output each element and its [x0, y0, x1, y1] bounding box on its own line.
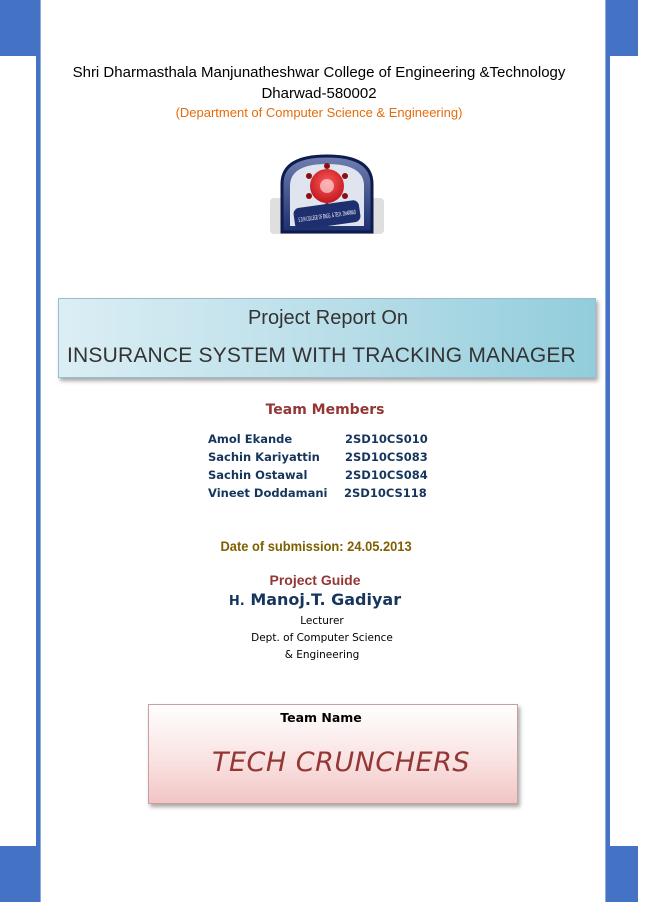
- guide-prefix: H.: [228, 594, 245, 609]
- guide-heading: Project Guide: [269, 572, 361, 588]
- guide-name: [0, 590, 630, 609]
- college-name: Shri Dharmasthala Manjunatheshwar College of Engineering &Technology: [72, 64, 566, 81]
- college-city: Dharwad-580002: [261, 85, 377, 102]
- member-usn: 2SD10CS083: [345, 450, 428, 464]
- college-crest-icon: [268, 152, 386, 238]
- member-name: Amol Ekande: [208, 432, 293, 446]
- department-name: (Department of Computer Science & Engineering): [175, 105, 463, 120]
- member-usn: 2SD10CS010: [345, 432, 428, 446]
- member-name: Sachin Kariyattin: [208, 450, 320, 464]
- project-title: INSURANCE SYSTEM WITH TRACKING MANAGER: [67, 344, 576, 367]
- guide-full-name: Manoj.T. Gadiyar: [250, 590, 402, 609]
- guide-designation: Lecturer: [300, 615, 344, 627]
- team-name-label: Team Name: [280, 710, 362, 725]
- team-members-heading: Team Members: [265, 402, 385, 418]
- member-name: Sachin Ostawal: [208, 468, 308, 482]
- guide-dept-line2: & Engineering: [284, 649, 360, 661]
- member-usn: 2SD10CS084: [345, 468, 428, 482]
- guide-dept-line1: Dept. of Computer Science: [251, 632, 393, 644]
- submission-date: Date of submission: 24.05.2013: [220, 538, 412, 554]
- member-usn: 2SD10CS118: [344, 486, 427, 500]
- report-label: Project Report On: [247, 307, 409, 329]
- team-name: TECH CRUNCHERS: [212, 747, 470, 778]
- member-name: Vineet Doddamani: [208, 486, 328, 500]
